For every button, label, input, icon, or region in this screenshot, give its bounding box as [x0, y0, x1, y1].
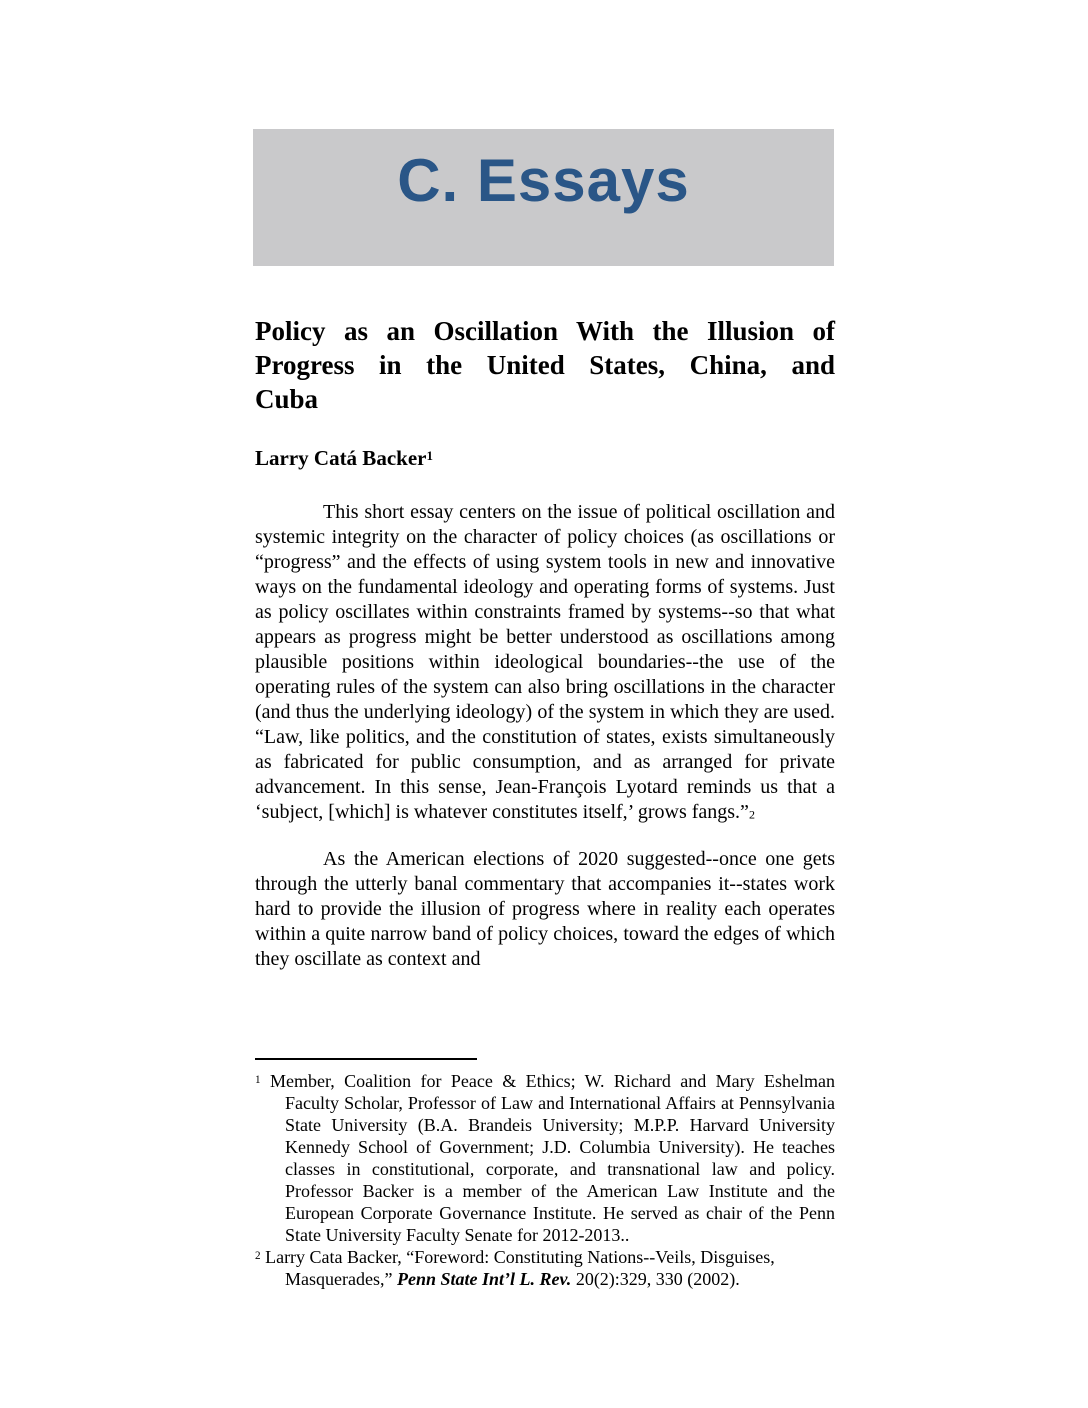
footnote-1-text: Member, Coalition for Peace & Ethics; W. Richard and Mary Eshelman Faculty Scholar, Professor of Law and International Affairs at Pennsylvania State University (B.A. Brandeis University; M.P.P. Harvard University Kennedy School of Government; J.D. Columbia University). He teaches classes in constitutional, corporate, and transnational law and policy. Professor Backer is a member of the American Law Institute and the European Corporate Governance Institute. He served as chair of the Penn State University Faculty Senate for 2012-2013..	[269, 1071, 836, 1245]
author-line	[255, 446, 835, 471]
paragraph-1-footnote-ref: 2	[748, 807, 755, 822]
paragraph-2-text: As the American elections of 2020 suggested--once one gets through the utterly banal commentary that accompanies it--states work hard to provide the illusion of progress where in reality each operates within a quite narrow band of policy choices, toward the edges of which they oscillate as context and	[255, 848, 835, 970]
section-banner-title: C. Essays	[397, 147, 690, 214]
footnote-2-marker: 2	[255, 1249, 261, 1262]
author-footnote-ref: 1	[426, 448, 433, 464]
footnote-separator	[255, 1058, 477, 1060]
author-name: Larry Catá Backer	[255, 446, 427, 470]
article-title	[255, 314, 835, 416]
footnote-2-text-before: Larry Cata Backer, “Foreword: Constituting Nations--Veils, Disguises, Masquerades,”	[265, 1247, 775, 1289]
footnote-2	[255, 1246, 835, 1290]
paragraph-2	[255, 847, 835, 972]
article-title-line-2: Progress in the United States, China, and	[255, 350, 835, 380]
paragraph-1-text: This short essay centers on the issue of political oscillation and systemic integrity on the character of policy choices (as oscillations or “progress” and the effects of using system tools in new and innovative ways on the fundamental ideology and operating forms of systems. Just as policy oscillates within constraints framed by systems--so that what appears as progress might be better understood as oscillations among plausible positions within ideological boundaries--the use of the operating rules of the system can also bring oscillations in the character (and thus the underlying ideology) of the system in which they are used. “Law, like politics, and the constitution of states, exists simultaneously as fabricated for public consumption, and as arranged for private advancement. In this sense, Jean-François Lyotard reminds us that a ‘subject, [which] is whatever constitutes itself,’ grows fangs.”	[255, 501, 835, 823]
footnote-2-text-after: 20(2):329, 330 (2002).	[571, 1269, 740, 1289]
footnote-1-marker: 1	[255, 1073, 261, 1086]
footnotes-block	[255, 1070, 835, 1290]
article-title-line-1: Policy as an Oscillation With the Illusion of	[255, 316, 835, 346]
footnote-2-citation: Penn State Int’l L. Rev.	[396, 1269, 572, 1289]
section-banner	[253, 129, 834, 266]
footnote-1	[255, 1070, 835, 1246]
article-body	[255, 500, 835, 972]
paragraph-1	[255, 500, 835, 825]
article-title-line-3: Cuba	[255, 384, 319, 414]
